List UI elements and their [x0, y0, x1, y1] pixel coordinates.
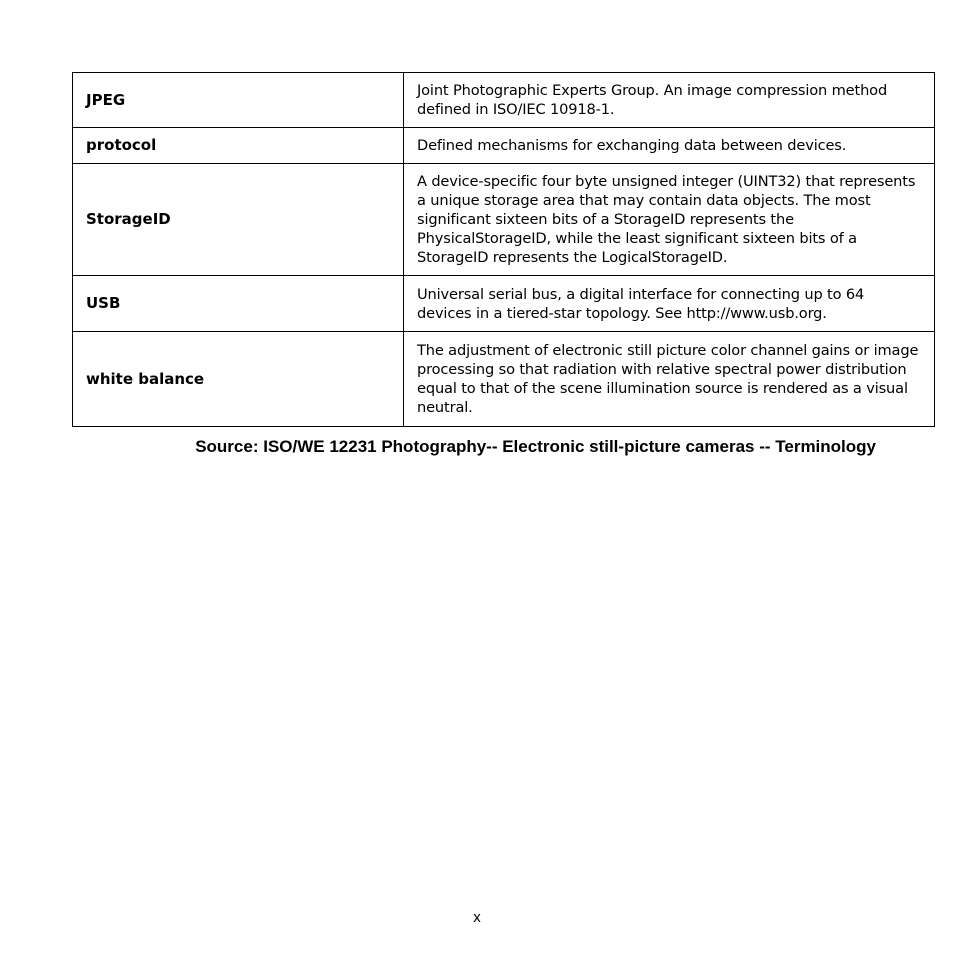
definition-cell: Defined mechanisms for exchanging data between devices. — [404, 128, 935, 164]
term-cell: StorageID — [73, 164, 404, 276]
source-caption: Source: ISO/WE 12231 Photography-- Electronic still-picture cameras -- Terminology — [195, 437, 876, 456]
table-row — [73, 332, 935, 427]
table-row — [73, 276, 935, 332]
term-cell: JPEG — [73, 73, 404, 128]
definition-cell: Universal serial bus, a digital interface for connecting up to 64 devices in a tiered-star topology. See http://www.usb.org. — [404, 276, 935, 332]
glossary-table — [72, 72, 935, 427]
table-row — [73, 128, 935, 164]
table-row — [73, 164, 935, 276]
definition-cell: Joint Photographic Experts Group. An image compression method defined in ISO/IEC 10918-1. — [404, 73, 935, 128]
term-cell: white balance — [73, 332, 404, 427]
term-cell: protocol — [73, 128, 404, 164]
definition-cell: The adjustment of electronic still picture color channel gains or image processing so that radiation with relative spectral power distribution equal to that of the scene illumination source is rendered as a visual neutral. — [404, 332, 935, 427]
table-row — [73, 73, 935, 128]
page-number: x — [473, 909, 481, 926]
term-cell: USB — [73, 276, 404, 332]
definition-cell: A device-specific four byte unsigned integer (UINT32) that represents a unique storage area that may contain data objects. The most significant sixteen bits of a StorageID represents the PhysicalStorageID, while the least significant sixteen bits of a StorageID represents the LogicalStorageID. — [404, 164, 935, 276]
